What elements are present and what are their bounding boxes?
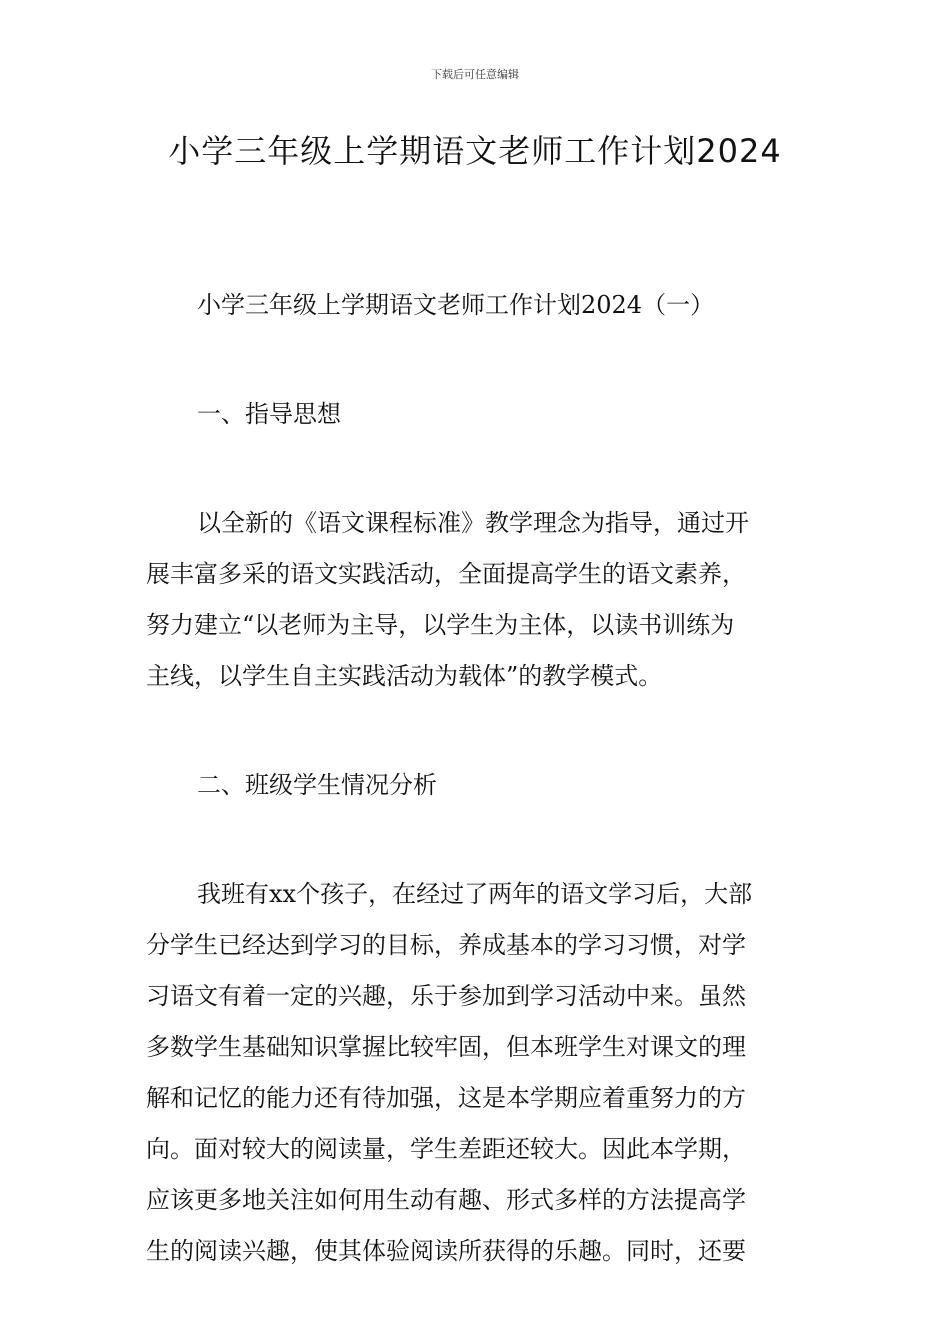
paragraph-line: 生的阅读兴趣，使其体验阅读所获得的乐趣。同时，还要 [146,1237,746,1265]
document-subtitle: 小学三年级上学期语文老师工作计划2024（一） [197,291,715,319]
paragraph-line: 主线，以学生自主实践活动为载体”的教学模式。 [146,662,663,690]
paragraph-class-analysis [146,869,808,1277]
section-heading-guiding-ideology: 一、指导思想 [197,400,341,428]
paragraph-guiding-ideology [146,498,808,702]
paragraph-line: 习语文有着一定的兴趣，乐于参加到学习活动中来。虽然 [146,982,746,1010]
paragraph-line: 向。面对较大的阅读量，学生差距还较大。因此本学期， [146,1135,746,1163]
paragraph-line: 展丰富多采的语文实践活动，全面提高学生的语文素养， [146,560,746,588]
header-note: 下载后可任意编辑 [431,68,519,81]
paragraph-line: 以全新的《语文课程标准》教学理念为指导，通过开 [197,509,749,537]
paragraph-line: 我班有xx个孩子，在经过了两年的语文学习后，大部 [197,880,753,908]
document-body [146,280,808,1335]
paragraph-line: 解和记忆的能力还有待加强，这是本学期应着重努力的方 [146,1084,746,1112]
section-heading-class-analysis: 二、班级学生情况分析 [197,771,437,799]
paragraph-line: 多数学生基础知识掌握比较牢固，但本班学生对课文的理 [146,1033,746,1061]
document-title: 小学三年级上学期语文老师工作计划2024 [168,132,782,170]
paragraph-line: 应该更多地关注如何用生动有趣、形式多样的方法提高学 [146,1186,746,1214]
paragraph-line: 分学生已经达到学习的目标，养成基本的学习习惯，对学 [146,931,746,959]
paragraph-line: 努力建立“以老师为主导，以学生为主体，以读书训练为 [146,611,735,639]
